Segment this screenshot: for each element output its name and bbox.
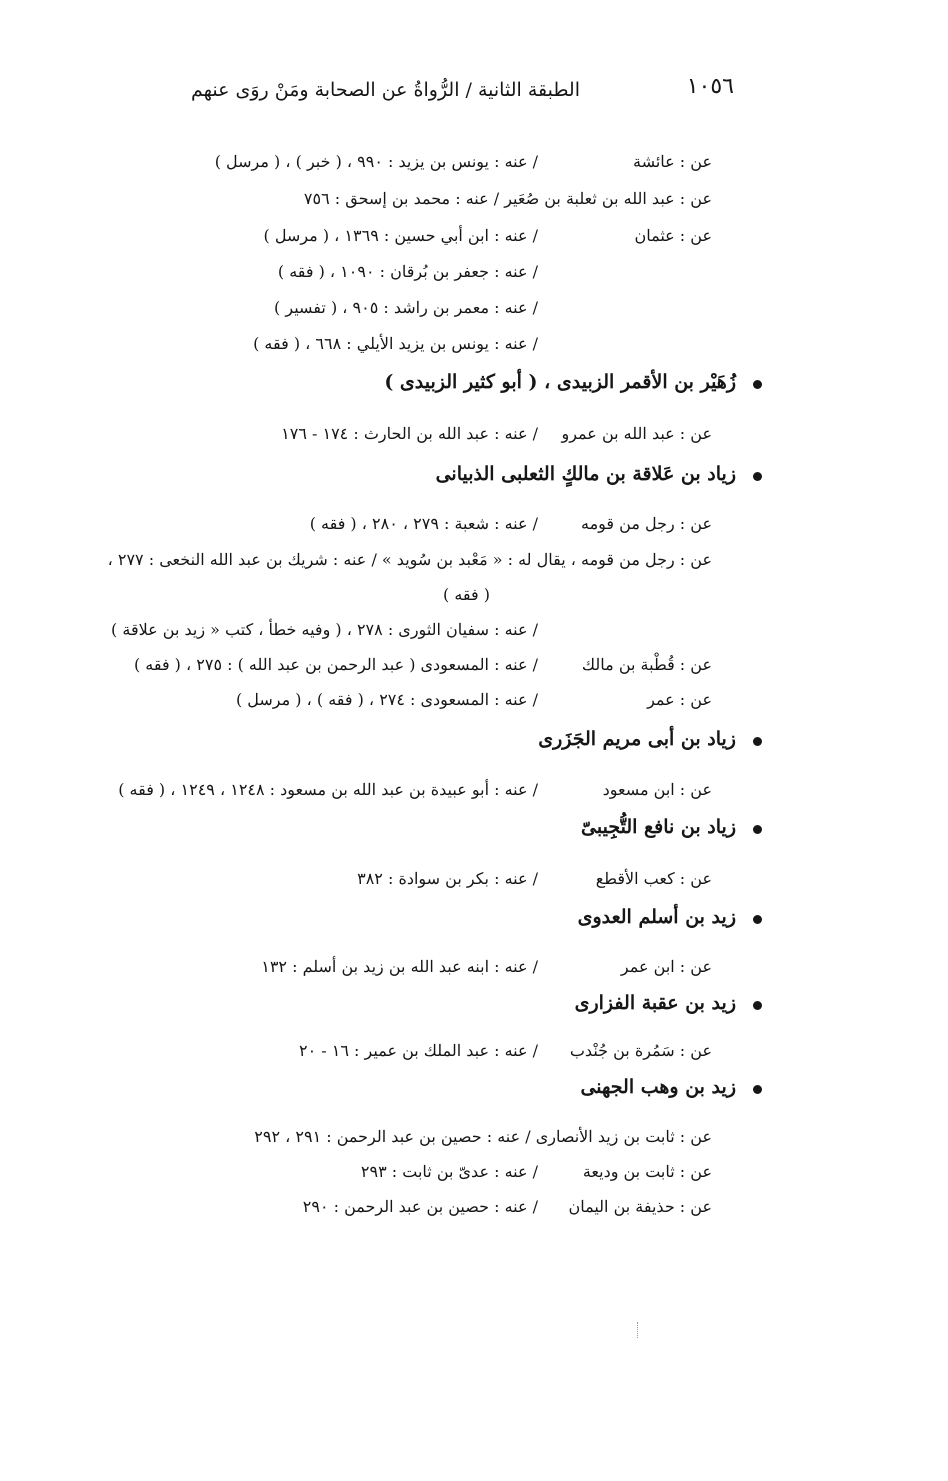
entry-from: عن : رجل من قومه	[580, 514, 712, 533]
narrator-heading: زياد بن عَلاقة بن مالكٍ الثعلبى الذبيانى	[435, 463, 736, 485]
entry-from: عن : كعب الأقطع	[595, 869, 712, 888]
entry-full: عن : عبد الله بن ثعلبة بن صُعَير / عنه : محمد بن إسحق : ٧٥٦	[303, 189, 712, 208]
entry-from: عن : عائشة	[632, 152, 712, 171]
entry-narrator: / عنه : أبو عبيدة بن عبد الله بن مسعود : ١٢٤٨ ، ١٢٤٩ ، ( فقه )	[118, 780, 538, 799]
entry-from: عن : حذيفة بن اليمان	[568, 1197, 712, 1216]
narrator-heading: زياد بن نافع التُّجِيبىّ	[581, 816, 736, 838]
bullet-marker	[753, 825, 762, 834]
entry-narrator: / عنه : المسعودى : ٢٧٤ ، ( فقه ) ، ( مرسل )	[235, 690, 538, 709]
running-title: الطبقة الثانية / الرُّواةُ عن الصحابة ومَنْ روَى عنهم	[190, 79, 580, 101]
entry-from: عن : عمر	[647, 690, 712, 709]
entry-from: عن : قُطْبة بن مالك	[581, 655, 712, 674]
entry-narrator: / عنه : عبد الله بن الحارث : ١٧٤ - ١٧٦	[281, 424, 538, 443]
entry-from: عن : سَمُرة بن جُنْدب	[569, 1041, 712, 1060]
entry-from: عن : ثابت بن وديعة	[582, 1162, 712, 1181]
entry-from: عن : ابن مسعود	[602, 780, 712, 799]
entry-narrator: / عنه : ابن أبي حسين : ١٣٦٩ ، ( مرسل )	[263, 226, 538, 245]
narrator-heading: زيد بن وهب الجهنى	[580, 1076, 736, 1098]
bullet-marker	[753, 472, 762, 481]
entry-from: عن : عبد الله بن عمرو	[561, 424, 712, 443]
entry-narrator: / عنه : سفيان الثورى : ٢٧٨ ، ( وفيه خطأ ، كتب « زيد بن علاقة )	[111, 620, 538, 639]
entry-full: عن : رجل من قومه ، يقال له : « مَعْبد بن سُويد » / عنه : شريك بن عبد الله النخعى : ٢٧٧ ،	[107, 550, 712, 569]
entry-narrator: / عنه : المسعودى ( عبد الرحمن بن عبد الله ) : ٢٧٥ ، ( فقه )	[133, 655, 538, 674]
entry-narrator: / عنه : معمر بن راشد : ٩٠٥ ، ( تفسير )	[274, 298, 538, 317]
scan-mark	[637, 1322, 639, 1338]
entry-narrator: / عنه : حصين بن عبد الرحمن : ٢٩٠	[302, 1197, 538, 1216]
narrator-heading: زيد بن أسلم العدوى	[577, 906, 736, 928]
bullet-marker	[753, 1085, 762, 1094]
page-number: ١٠٥٦	[686, 74, 734, 99]
bullet-marker	[753, 737, 762, 746]
bullet-marker	[753, 1001, 762, 1010]
narrator-heading: زياد بن أبى مريم الجَزَرى	[538, 728, 736, 750]
entry-from: عن : عثمان	[634, 226, 712, 245]
entry-narrator: / عنه : عبد الملك بن عمير : ١٦ - ٢٠	[299, 1041, 538, 1060]
entry-narrator: / عنه : يونس بن يزيد : ٩٩٠ ، ( خبر ) ، ( مرسل )	[214, 152, 538, 171]
entry-narrator: / عنه : يونس بن يزيد الأيلي : ٦٦٨ ، ( فقه )	[253, 334, 538, 353]
entry-continuation: ( فقه )	[443, 585, 490, 604]
narrator-heading: زيد بن عقبة الفزارى	[574, 992, 736, 1014]
bullet-marker	[753, 915, 762, 924]
entry-narrator: / عنه : جعفر بن بُرقان : ١٠٩٠ ، ( فقه )	[277, 262, 538, 281]
entry-narrator: / عنه : عدىّ بن ثابت : ٢٩٣	[360, 1162, 538, 1181]
entry-full: عن : ثابت بن زيد الأنصارى / عنه : حصين بن عبد الرحمن : ٢٩١ ، ٢٩٢	[254, 1127, 712, 1146]
entry-narrator: / عنه : شعبة : ٢٧٩ ، ٢٨٠ ، ( فقه )	[309, 514, 538, 533]
entry-narrator: / عنه : ابنه عبد الله بن زيد بن أسلم : ١٣٢	[261, 957, 538, 976]
narrator-heading: زُهَيْر بن الأقمر الزبيدى ، ( أبو كثير الزبيدى )	[384, 371, 736, 393]
bullet-marker	[753, 380, 762, 389]
entry-from: عن : ابن عمر	[620, 957, 712, 976]
entry-narrator: / عنه : بكر بن سوادة : ٣٨٢	[357, 869, 538, 888]
